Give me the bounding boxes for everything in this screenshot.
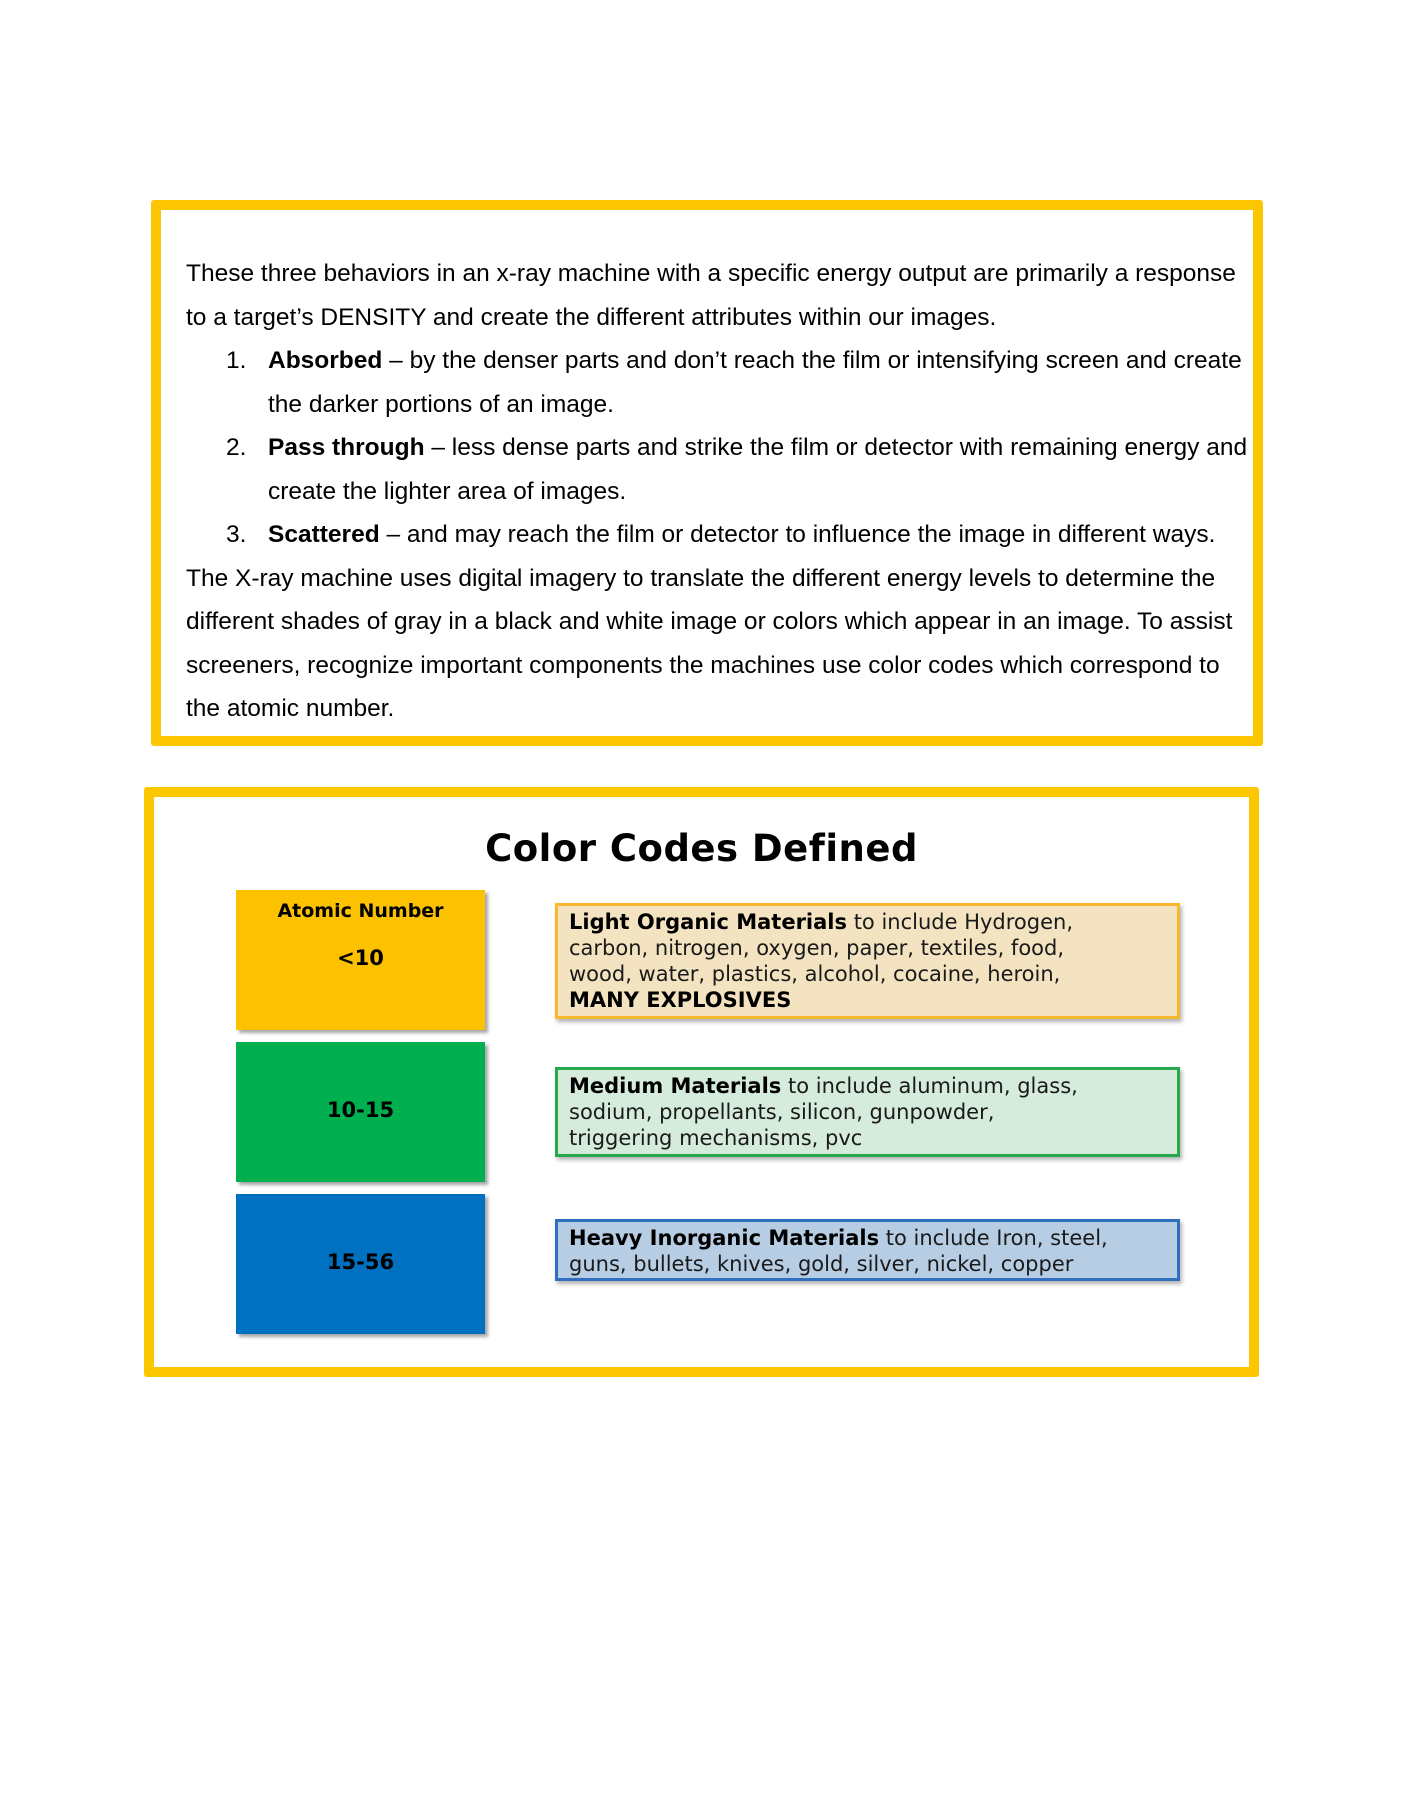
description-heavy-inorganic [555, 1219, 1180, 1281]
atomic-swatch-medium [236, 1042, 485, 1182]
behavior-list [186, 339, 1256, 557]
intro-paragraph-1: These three behaviors in an x-ray machine with a specific energy output are primarily a response to a target’s DENSITY and create the different attributes within our images. [186, 260, 1236, 331]
description-light-organic [555, 903, 1180, 1019]
atomic-swatch-heavy-inorganic [236, 1194, 485, 1334]
atomic-range: 15-56 [326, 1250, 395, 1274]
description-line: carbon, nitrogen, oxygen, paper, textiles, food, [569, 936, 1065, 960]
list-item [186, 513, 1256, 557]
description-line: to include Iron, steel, [879, 1226, 1108, 1250]
description-line: sodium, propellants, silicon, gunpowder, [569, 1100, 995, 1124]
list-item [186, 339, 1256, 426]
intro-text-box [151, 200, 1263, 746]
category-name: Medium Materials [569, 1074, 782, 1098]
intro-text [186, 252, 1256, 731]
category-name: Light Organic Materials [569, 910, 848, 934]
color-codes-title: Color Codes Defined [485, 827, 918, 870]
emphasis-text: MANY EXPLOSIVES [569, 988, 792, 1012]
description-medium [555, 1067, 1180, 1157]
description-line: guns, bullets, knives, gold, silver, nickel, copper [569, 1252, 1074, 1276]
list-number: 3. [226, 521, 247, 548]
list-item [186, 426, 1256, 513]
description-line: to include aluminum, glass, [781, 1074, 1078, 1098]
list-number: 2. [226, 434, 247, 461]
list-text: – and may reach the film or detector to influence the image in different ways. [379, 521, 1216, 548]
description-line: to include Hydrogen, [847, 910, 1074, 934]
list-number: 1. [226, 347, 247, 374]
category-name: Heavy Inorganic Materials [569, 1226, 880, 1250]
description-line: triggering mechanisms, pvc [569, 1126, 863, 1150]
list-term: Pass through [268, 434, 425, 461]
intro-paragraph-2: The X-ray machine uses digital imagery to translate the different energy levels to determine the different shades of gray in a black and white image or colors which appear in an image. To assist screeners, recognize important components the machines use color codes which correspond to the atomic number. [186, 564, 1233, 722]
list-term: Scattered [268, 521, 380, 548]
list-text: – by the denser parts and don’t reach the film or intensifying screen and create the darker portions of an image. [268, 347, 1242, 418]
list-text: – less dense parts and strike the film or detector with remaining energy and create the lighter area of images. [268, 434, 1248, 505]
atomic-range: 10-15 [326, 1098, 395, 1122]
atomic-number-header: Atomic Number [277, 900, 444, 922]
atomic-range: <10 [337, 946, 384, 970]
color-codes-box [144, 787, 1259, 1377]
atomic-swatch-light-organic [236, 890, 485, 1030]
list-term: Absorbed [268, 347, 383, 374]
description-line: wood, water, plastics, alcohol, cocaine, heroin, [569, 962, 1061, 986]
